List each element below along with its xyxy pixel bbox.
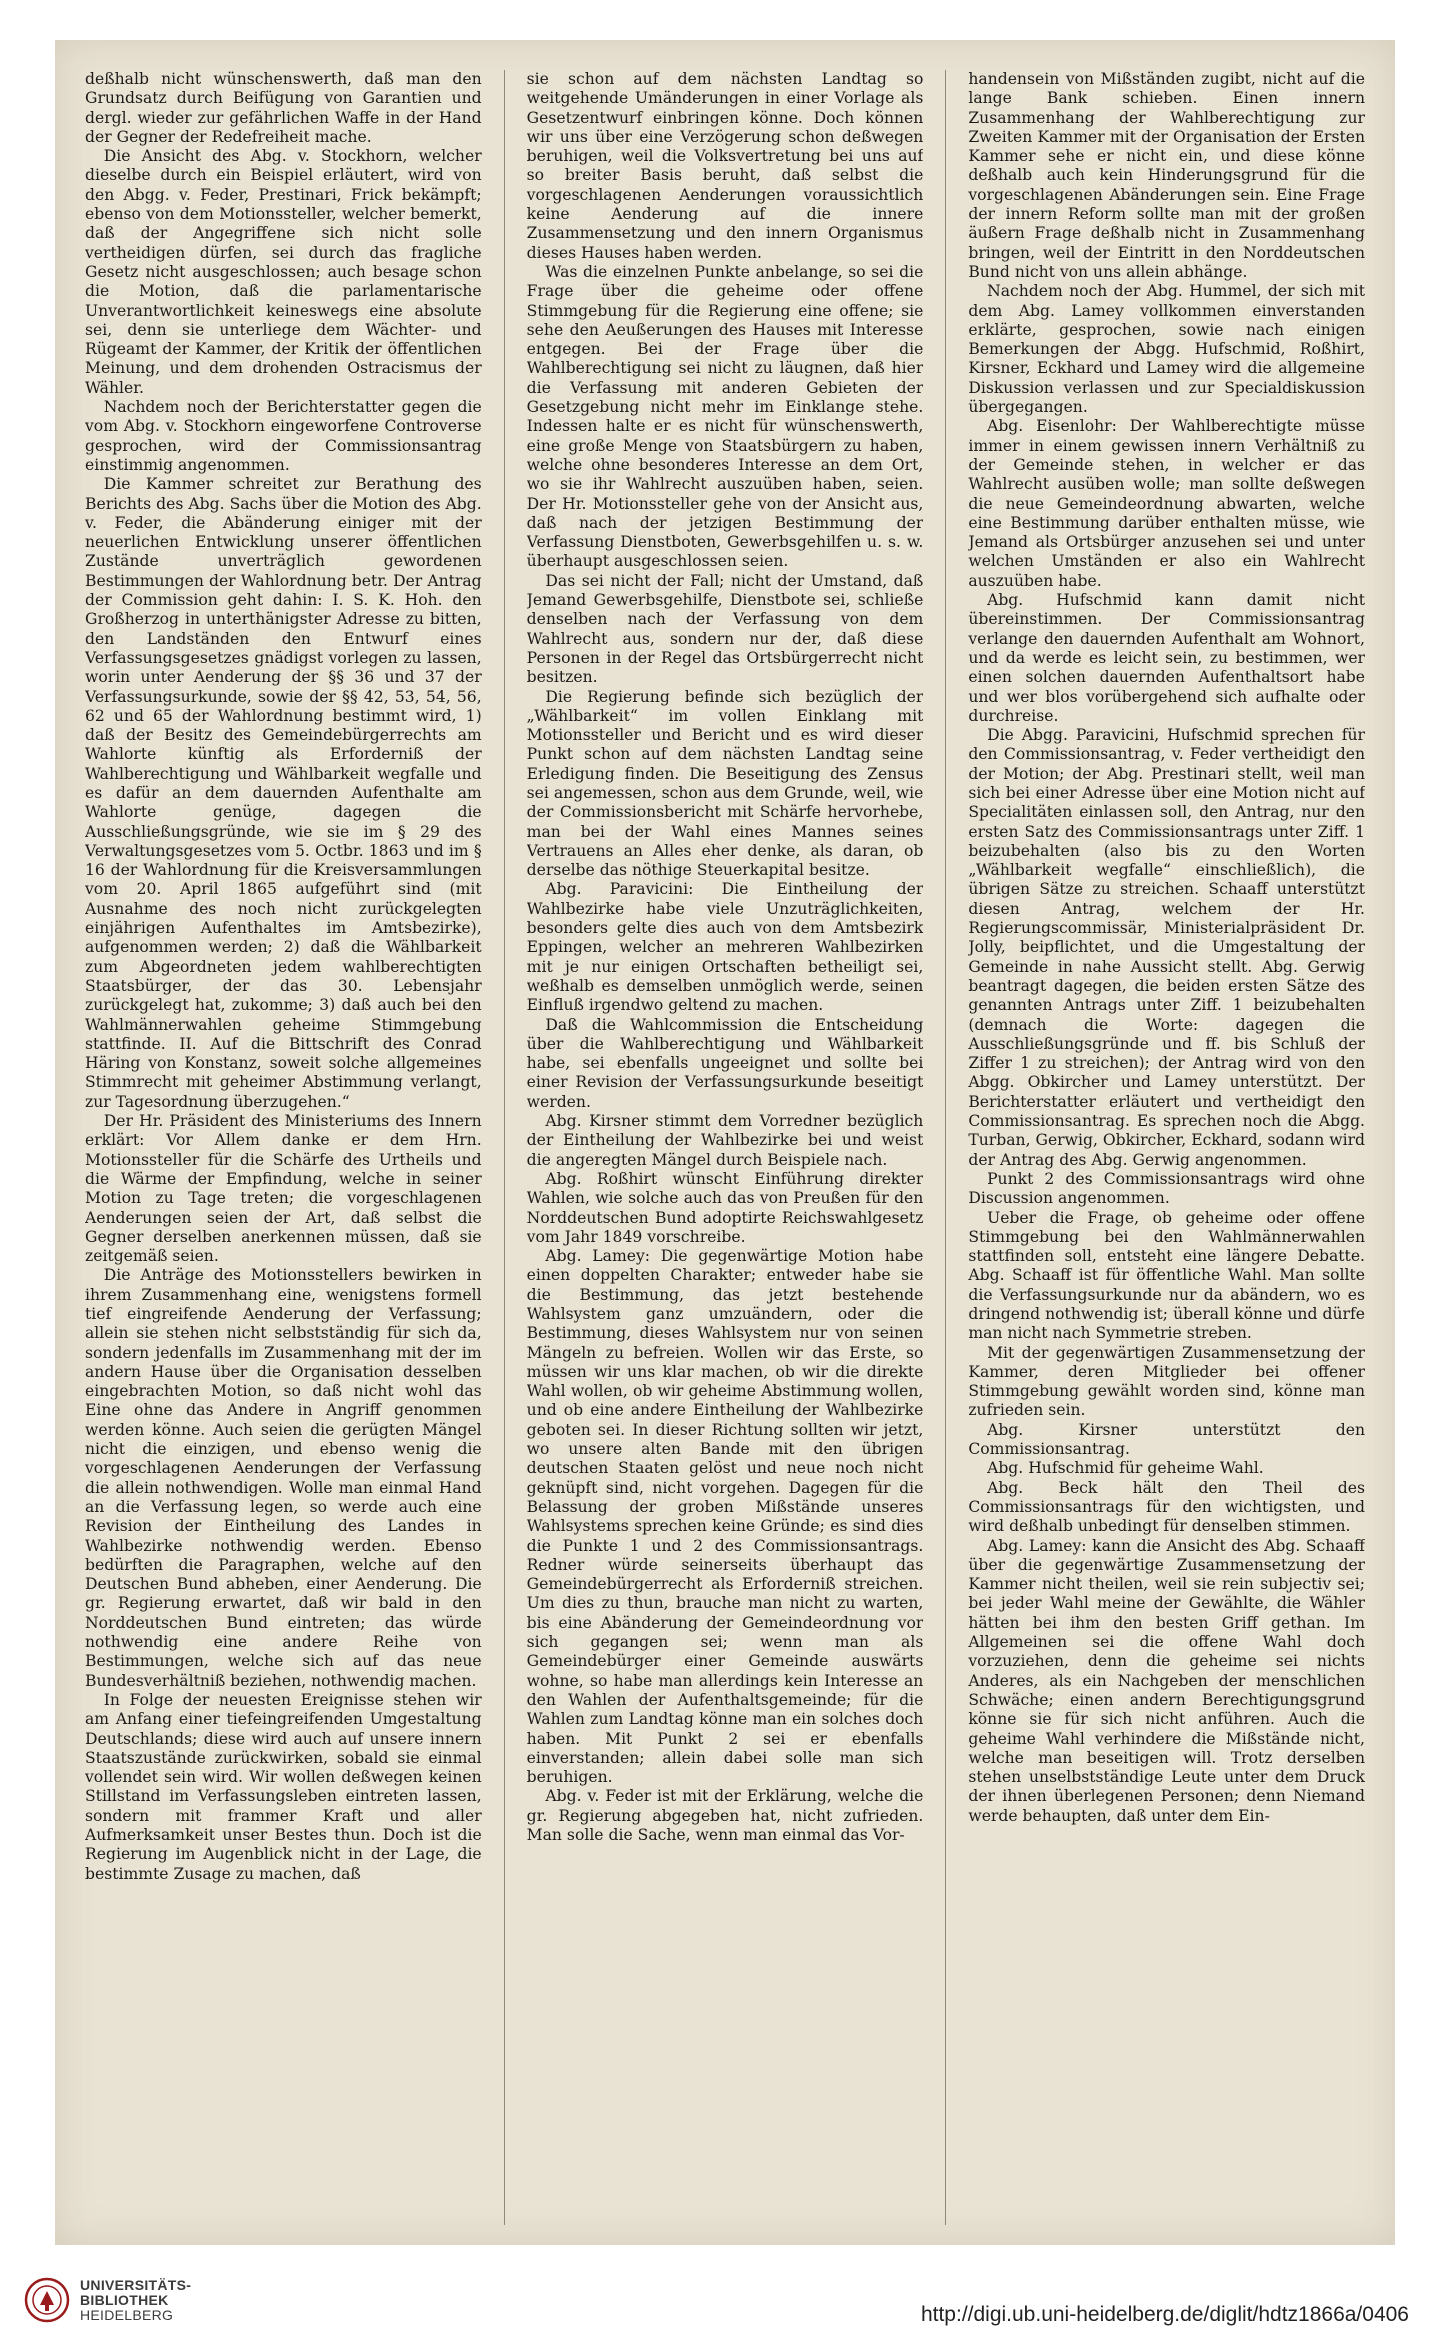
column-middle	[527, 70, 924, 2225]
paragraph: deßhalb nicht wünschenswerth, daß man den Grundsatz durch Beifügung von Garantien und dergl. wieder zur gefährlichen Waffe in der Hand der Gegner der Redefreiheit mache.	[85, 70, 482, 146]
column-divider	[504, 70, 505, 2225]
paragraph: Was die einzelnen Punkte anbelange, so sei die Frage über die geheime oder offene Stimmgebung für die Regierung eine offene; sie sehe den Aeußerungen des Hauses mit Interesse entgegen. Bei der Frage über die Wahlberechtigung sei nicht zu läugnen, daß hier die Verfassung mit anderen Gebieten der Gesetzgebung nicht mehr im Einklange stehe. Indessen halte er es nicht für wünschenswerth, eine große Menge von Staatsbürgern zu haben, welche ohne besonderes Interesse an dem Ort, wo sie ihr Wahlrecht auszuüben haben, seien. Der Hr. Motionssteller gehe von der Ansicht aus, daß nach der jetzigen Bestimmung der Verfassung Dienstboten, Gewerbsgehilfen u. s. w. überhaupt ausgeschlossen seien.	[526, 262, 924, 571]
paragraph: Nachdem noch der Berichterstatter gegen die vom Abg. v. Stockhorn eingeworfene Controverse gesprochen, wird der Commissionsantrag einstimmig angenommen.	[85, 398, 482, 474]
column-right	[968, 70, 1365, 2225]
paragraph: Nachdem noch der Abg. Hummel, der sich mit dem Abg. Lamey vollkommen einverstanden erklärte, gesprochen, sowie nach einigen Bemerkungen der Abgg. Hufschmid, Roßhirt, Kirsner, Eckhard und Lamey wird die allgemeine Diskussion verlassen und zur Specialdiskussion übergegangen.	[968, 282, 1366, 417]
newspaper-page	[55, 40, 1395, 2245]
column-divider	[945, 70, 946, 2225]
text-columns	[85, 70, 1365, 2225]
paragraph: In Folge der neuesten Ereignisse stehen wir am Anfang einer tiefeingreifenden Umgestaltung Deutschlands; diese wird auch auf unsere innern Staatszustände zurückwirken, sobald sie einmal vollendet sein wird. Wir wollen deßwegen keinen Stillstand im Verfassungsleben eintreten lassen, sondern mit frammer Kraft und aller Aufmerksamkeit unser Bestes thun. Doch ist die Regierung im Augenblick nicht in der Lage, die bestimmte Zusage zu machen, daß	[85, 1690, 482, 1883]
paragraph: Punkt 2 des Commissionsantrags wird ohne Discussion angenommen.	[968, 1169, 1366, 1208]
logo-line: UNIVERSITÄTS-	[80, 2276, 192, 2293]
column-left	[85, 70, 482, 2225]
paragraph: handensein von Mißständen zugibt, nicht auf die lange Bank schieben. Einen innern Zusammenhang der Wahlberechtigung zur Zweiten Kammer mit der Organisation der Ersten Kammer sehe er nicht ein, und diese könne deßhalb auch kein Hinderungsgrund für die vorgeschlagenen Abänderungen sein. Eine Frage der innern Reform sollte man mit der großen äußern Frage deßhalb nicht in Zusammenhang bringen, weil der Eintritt in den Norddeutschen Bund nicht von uns allein abhänge.	[968, 70, 1366, 281]
university-seal-icon	[24, 2277, 70, 2323]
paragraph: Abg. Lamey: Die gegenwärtige Motion habe einen doppelten Charakter; entweder habe sie die Bestimmung, das jetzt bestehende Wahlsystem ganz umzuändern, oder die Bestimmung, dieses Wahlsystem nur von seinen Mängeln zu befreien. Wollen wir das Erste, so müssen wir uns klar machen, ob wir die direkte Wahl wollen, ob wir geheime Abstimmung wollen, und ob eine andere Eintheilung der Wahlbezirke geboten sei. In dieser Richtung sollten wir jetzt, wo unsere alten Bande mit den übrigen deutschen Staaten gelöst und neue noch nicht geknüpft sind, nicht vorgehen. Dagegen für die Belassung der groben Mißstände unseres Wahlsystems sprechen keine Gründe; es sind dies die Punkte 1 und 2 des Commissionsantrags. Redner würde seinerseits überhaupt das Gemeindebürgerrecht als Erforderniß streichen. Um dies zu thun, brauche man nicht zu warten, bis eine Abänderung der Gemeindeordnung vor sich gegangen sei; wenn man als Gemeindebürger einer Gemeinde auswärts wohne, so habe man allerdings kein Interesse an den Wahlen der Aufenthaltsgemeinde; für die Wahlen zum Landtag könne man ein solches doch haben. Mit Punkt 2 sei er ebenfalls einverstanden; allein dabei solle man sich beruhigen.	[526, 1247, 924, 1787]
paragraph: Die Abgg. Paravicini, Hufschmid sprechen für den Commissionsantrag, v. Feder vertheidigt den der Motion; der Abg. Prestinari stellt, weil man sich bei einer Adresse über eine Motion nicht auf Specialitäten einlassen soll, den Antrag, nur den ersten Satz des Commissionsantrags unter Ziff. 1 beizubehalten (also bis zu den Worten „Wählbarkeit wegfalle“ einschließlich), die übrigen Sätze zu streichen. Schaaff unterstützt diesen Antrag, welchem der Hr. Regierungscommissär, Ministerialpräsident Dr. Jolly, beipflichtet, und die Umgestaltung der Gemeinde in nahe Aussicht stellt. Abg. Gerwig beantragt dagegen, die beiden ersten Sätze des genannten Antrags unter Ziff. 1 beizubehalten (demnach die Worte: dagegen die Ausschließungsgründe und ff. bis Schluß der Ziffer 1 zu streichen); der Antrag wird von den Abgg. Obkircher und Lamey unterstützt. Der Berichterstatter erläutert und vertheidigt den Commissionsantrag. Es sprechen noch die Abgg. Turban, Gerwig, Obkircher, Eckhard, sodann wird der Antrag des Abg. Gerwig angenommen.	[968, 726, 1366, 1169]
paragraph: Die Anträge des Motionsstellers bewirken in ihrem Zusammenhang eine, wenigstens formell tief eingreifende Aenderung der Verfassung; allein sie stehen nicht selbstständig für sich da, sondern jedenfalls im Zusammenhang mit der im andern Hause über die Organisation desselben eingebrachten Motion, so daß nicht wohl das Eine ohne das Andere in Angriff genommen werden könne. Auch seien die gerügten Mängel nicht die einzigen, und ebenso wenig die vorgeschlagenen Aenderungen der Verfassung die allein nothwendigen. Wolle man einmal Hand an die Verfassung legen, so werde auch eine Revision der Eintheilung des Landes in Wahlbezirke nothwendig werden. Ebenso bedürften die Paragraphen, welche auf den Deutschen Bund abheben, einer Aenderung. Die gr. Regierung erwartet, daß wir bald in den Norddeutschen Bund eintreten; das würde nothwendig eine andere Reihe von Bestimmungen, welche sich auf das neue Bundesverhältniß beziehen, nothwendig machen.	[85, 1266, 482, 1690]
paragraph: Abg. Kirsner stimmt dem Vorredner bezüglich der Eintheilung der Wahlbezirke bei und weist die angeregten Mängel durch Beispiele nach.	[526, 1112, 924, 1169]
paragraph: Der Hr. Präsident des Ministeriums des Innern erklärt: Vor Allem danke er dem Hrn. Motionssteller für die Schärfe des Urtheils und die Wärme der Empfindung, welche in seiner Motion zu Tage treten; die vorgeschlagenen Aenderungen seien der Art, daß selbst die Gegner derselben anerkennen müssen, daß sie zeitgemäß seien.	[85, 1112, 482, 1266]
paragraph: Abg. Paravicini: Die Eintheilung der Wahlbezirke habe viele Unzuträglichkeiten, besonders gelte dies auch von dem Amtsbezirk Eppingen, welcher an mehreren Wahlbezirken mit je nur einigen Ortschaften betheiligt sei, weßhalb es demselben unmöglich werde, seinen Einfluß irgendwo geltend zu machen.	[526, 880, 924, 1015]
paragraph: Abg. Beck hält den Theil des Commissionsantrags für den wichtigsten, und wird deßhalb unbedingt für denselben stimmen.	[968, 1478, 1366, 1536]
paragraph: Mit der gegenwärtigen Zusammensetzung der Kammer, deren Mitglieder bei offener Stimmgebung gewählt worden sind, könne man zufrieden sein.	[968, 1343, 1366, 1420]
permalink-url[interactable]: http://digi.ub.uni-heidelberg.de/diglit/hdtz1866a/0406	[920, 2303, 1409, 2326]
paragraph: Die Kammer schreitet zur Berathung des Berichts des Abg. Sachs über die Motion des Abg. v. Feder, die Abänderung einiger mit der neuerlichen Entwicklung unserer öffentlichen Zustände unverträglich gewordenen Bestimmungen der Wahlordnung betr. Der Antrag der Commission geht dahin: I. S. K. Hoh. den Großherzog in unterthänigster Adresse zu bitten, den Landständen den Entwurf eines Verfassungsgesetzes gnädigst vorlegen zu lassen, worin unter Aenderung der §§ 36 und 37 der Verfassungsurkunde, sowie der §§ 42, 53, 54, 56, 62 und 65 der Wahlordnung bestimmt wird, 1) daß der Besitz des Gemeindebürgerrechts am Wahlorte künftig als Erforderniß der Wahlberechtigung und Wählbarkeit wegfalle und es dafür an dem dauernden Aufenthalte am Wahlorte genüge, dagegen die Ausschließungsgründe, wie sie im § 29 des Verwaltungsgesetzes vom 5. Octbr. 1863 und im § 16 der Wahlordnung für die Kreisversammlungen vom 20. April 1865 aufgeführt sind (mit Ausnahme des noch nicht zurückgelegten einjährigen Aufenthaltes im Amtsbezirke), aufgenommen werden; 2) daß die Wählbarkeit zum Abgeordneten jedem wahlberechtigten Staatsbürger, der das 30. Lebensjahr zurückgelegt hat, zukomme; 3) daß auch bei den Wahlmännerwahlen geheime Stimmgebung stattfinde. II. Auf die Bittschrift des Conrad Häring von Konstanz, soweit solche allgemeines Stimmrecht mit geheimer Abstimmung verlangt, zur Tagesordnung überzugehen.“	[85, 475, 482, 1111]
paragraph: Abg. Lamey: kann die Ansicht des Abg. Schaaff über die gegenwärtige Zusammensetzung der Kammer nicht theilen, weil sie rein subjectiv sei; bei jeder Wahl meine der Gewählte, die Wähler hätten bei ihm den besten Griff gethan. Im Allgemeinen sei die offene Wahl doch vorzuziehen, denn die geheime sei nichts Anderes, als ein Nachgeben der menschlichen Schwäche; einen andern Berechtigungsgrund könne sie für sich nicht anführen. Auch die geheime Wahl verhindere die Mißstände nicht, welche man beseitigen will. Trotz derselben stehen unselbstständige Leute unter dem Druck der ihnen überlegenen Personen; denn Niemand werde behaupten, daß unter dem Ein-	[968, 1536, 1366, 1825]
library-name	[80, 2278, 191, 2323]
paragraph: Abg. Hufschmid kann damit nicht übereinstimmen. Der Commissionsantrag verlange den dauernden Aufenthalt am Wohnort, und da werde es leicht sein, zu bestimmen, wer einen solchen dauernden Aufenthaltsort habe und wer blos vorübergehend sich aufhalte oder durchreise.	[968, 591, 1366, 725]
paragraph: Abg. Eisenlohr: Der Wahlberechtigte müsse immer in einem gewissen innern Verhältniß zu der Gemeinde stehen, in welcher er das Wahlrecht ausüben wolle; man sollte deßwegen die neue Gemeindeordnung abwarten, welche eine Bestimmung darüber enthalten müsse, wie Jemand als Ortsbürger anzusehen sei und unter welchen Umständen er also ein Wahlrecht auszuüben habe.	[968, 417, 1366, 590]
paragraph: Abg. Kirsner unterstützt den Commissionsantrag.	[968, 1420, 1366, 1459]
paragraph: Die Regierung befinde sich bezüglich der „Wählbarkeit“ im vollen Einklang mit Motionssteller und Bericht und es wird dieser Punkt schon auf dem nächsten Landtag seine Erledigung finden. Die Beseitigung des Zensus sei angemessen, schon aus dem Grunde, weil, wie der Commissionsbericht mit Schärfe hervorhebe, man bei der Wahl eines Mannes seines Vertrauens an Alles eher denke, als daran, ob derselbe das nöthige Steuerkapital besitze.	[526, 687, 924, 880]
paragraph: Das sei nicht der Fall; nicht der Umstand, daß Jemand Gewerbsgehilfe, Dienstbote sei, schließe denselben nach der Verfassung von dem Wahlrecht aus, sondern nur der, daß diese Personen in der Regel das Ortsbürgerrecht nicht besitzen.	[526, 571, 924, 687]
logo-line: BIBLIOTHEK	[80, 2291, 169, 2308]
paragraph: sie schon auf dem nächsten Landtag so weitgehende Umänderungen in einer Vorlage als Gesetzentwurf einbringen könne. Doch können wir uns über eine Verzögerung schon deßwegen beruhigen, weil die Volksvertretung bei uns auf so breiter Basis beruht, daß selbst die vorgeschlagenen Aenderungen voraussichtlich keine Aenderung auf die innere Zusammensetzung und den innern Organismus dieses Hauses haben werden.	[526, 70, 924, 262]
paragraph: Daß die Wahlcommission die Entscheidung über die Wahlberechtigung und Wählbarkeit habe, sei ebenfalls ungeeignet und sollte bei einer Revision der Verfassungsurkunde beseitigt werden.	[526, 1015, 924, 1111]
library-logo[interactable]	[24, 2277, 191, 2323]
paragraph: Die Ansicht des Abg. v. Stockhorn, welcher dieselbe durch ein Beispiel erläutert, wird von den Abgg. v. Feder, Prestinari, Frick bekämpft; ebenso von dem Motionssteller, welcher bemerkt, daß der Angegriffene sich nicht solle vertheidigen dürfen, sei durch das fragliche Gesetz nicht ausgeschlossen; auch besage schon die Motion, daß die parlamentarische Unverantwortlichkeit keineswegs eine absolute sei, denn sie unterliege dem Wächter- und Rügeamt der Kammer, der Kritik der öffentlichen Meinung, und dem drohenden Ostracismus der Wähler.	[85, 147, 482, 397]
logo-line: HEIDELBERG	[80, 2306, 174, 2323]
paragraph: Abg. Roßhirt wünscht Einführung direkter Wahlen, wie solche auch das von Preußen für den Norddeutschen Bund adoptirte Reichswahlgesetz vom Jahr 1849 vorschreibe.	[526, 1169, 924, 1246]
paragraph: Ueber die Frage, ob geheime oder offene Stimmgebung bei den Wahlmännerwahlen stattfinden soll, entsteht eine längere Debatte. Abg. Schaaff ist für öffentliche Wahl. Man sollte die Verfassungsurkunde nur da abändern, wo es dringend nothwendig ist; überall könne und dürfe man nicht nach Symmetrie streben.	[968, 1208, 1366, 1343]
paragraph: Abg. Hufschmid für geheime Wahl.	[987, 1459, 1264, 1478]
viewer-footer	[0, 2255, 1437, 2350]
paragraph: Abg. v. Feder ist mit der Erklärung, welche die gr. Regierung abgegeben hat, nicht zufrieden. Man solle die Sache, wenn man einmal das Vor-	[526, 1787, 924, 1845]
